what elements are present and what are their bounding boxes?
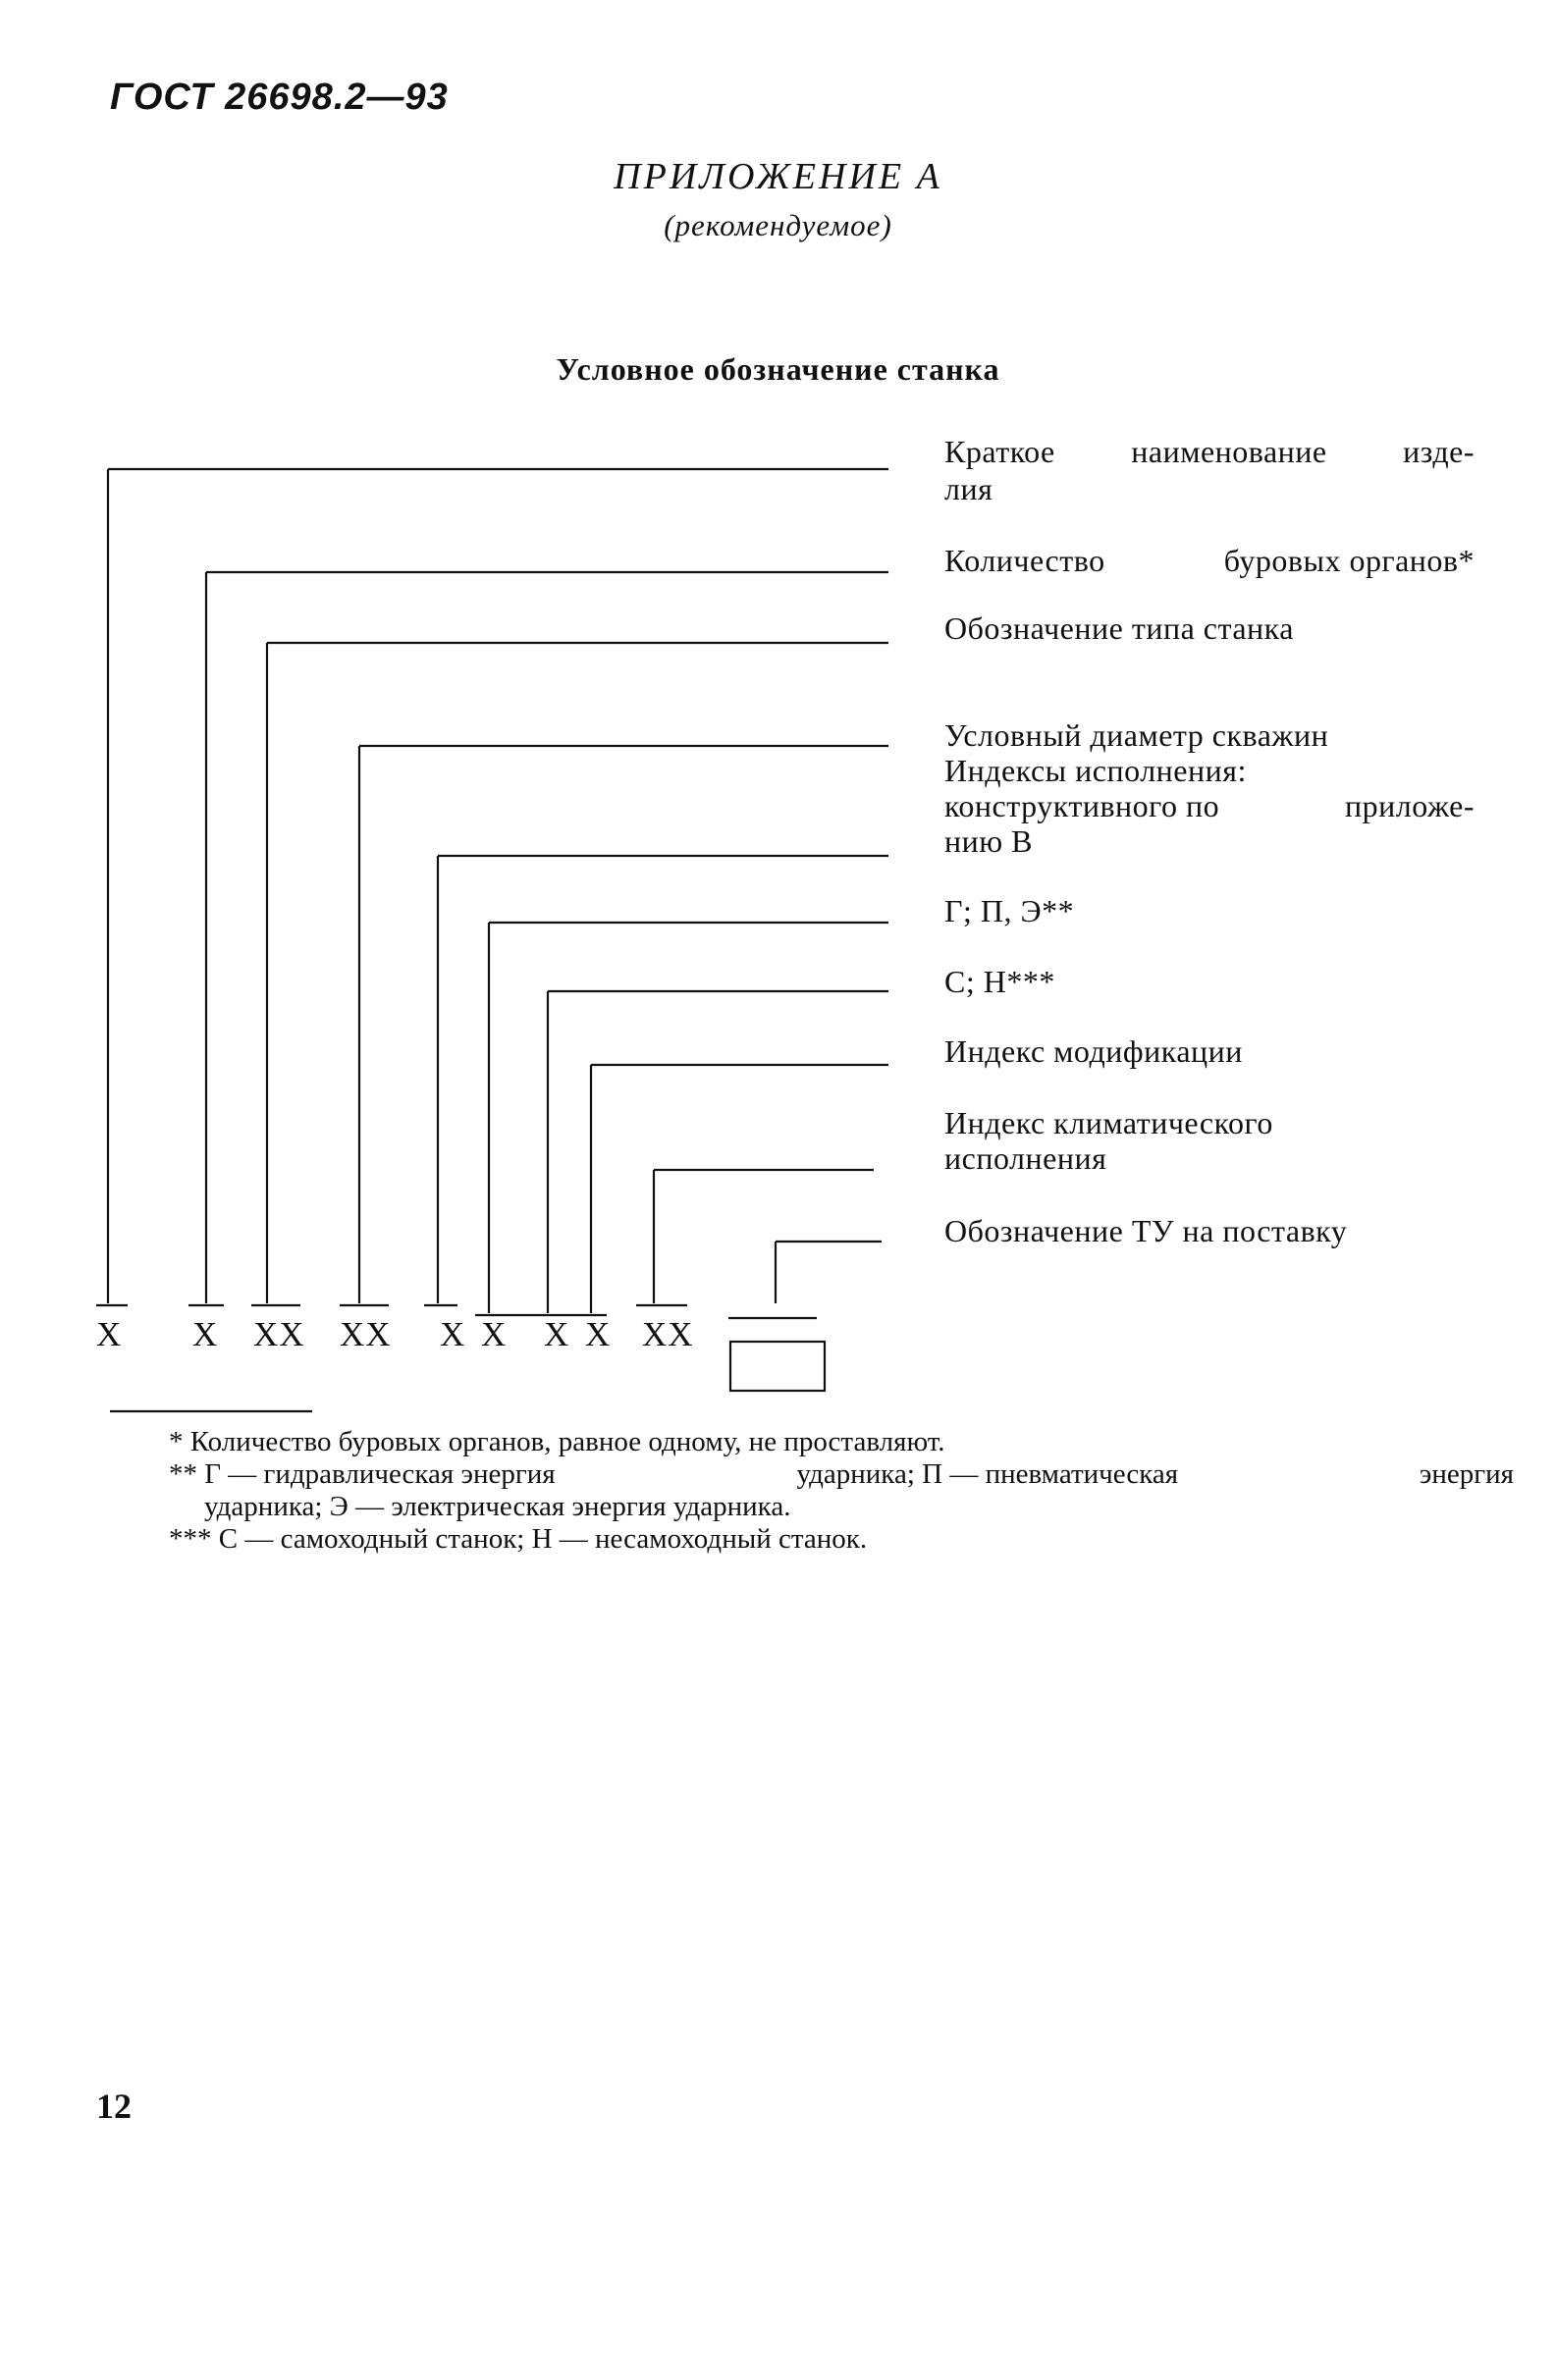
symbol-energy: X	[481, 1315, 508, 1353]
legend-product-name: Краткое наименование изде-	[944, 434, 1475, 469]
legend-energy-type: Г; П, Э**	[944, 893, 1075, 928]
legend-mobility: С; Н***	[944, 964, 1055, 999]
tu-box	[730, 1342, 825, 1391]
footnote-3: *** С — самоходный станок; Н — несамоходный станок.	[169, 1523, 868, 1555]
legend-climatic: Индекс климатического исполнения	[944, 1105, 1273, 1176]
symbol-diameter: XX	[340, 1315, 392, 1353]
legend-constructive-cont: нию В	[944, 823, 1033, 859]
symbol-modification: X	[585, 1315, 612, 1353]
legend-tu: Обозначение ТУ на поставку	[944, 1213, 1348, 1248]
symbol-machine-type: XX	[253, 1315, 305, 1353]
legend-constructive: конструктивного по приложе-	[944, 788, 1475, 823]
symbol-mobility: X	[544, 1315, 570, 1353]
symbol-product: X	[96, 1315, 123, 1353]
legend-product-name-cont: лия	[944, 471, 993, 506]
legend-machine-type: Обозначение типа станка	[944, 610, 1294, 646]
symbol-climatic: XX	[642, 1315, 694, 1353]
footnote-2: ** Г — гидравлическая энергия ударника; П — пневматическая энергия	[169, 1458, 1514, 1490]
legend-modification: Индекс модификации	[944, 1033, 1243, 1069]
symbol-constructive: X	[440, 1315, 466, 1353]
symbol-drill-count: X	[192, 1315, 219, 1353]
legend-drill-count: Количество буровых органов*	[944, 543, 1475, 578]
appendix-title: ПРИЛОЖЕНИЕ А	[614, 156, 942, 197]
legend-hole-diameter: Условный диаметр скважин	[944, 717, 1329, 753]
legend-design-indexes: Индексы исполнения:	[944, 753, 1247, 788]
page-number: 12	[96, 2087, 132, 2126]
section-title: Условное обозначение станка	[556, 351, 1000, 387]
appendix-subtitle: (рекомендуемое)	[664, 208, 892, 242]
document-code: ГОСТ 26698.2—93	[110, 77, 449, 118]
footnote-2-cont: ударника; Э — электрическая энергия ударника.	[204, 1491, 791, 1522]
footnote-1: * Количество буровых органов, равное одному, не проставляют.	[169, 1426, 945, 1457]
